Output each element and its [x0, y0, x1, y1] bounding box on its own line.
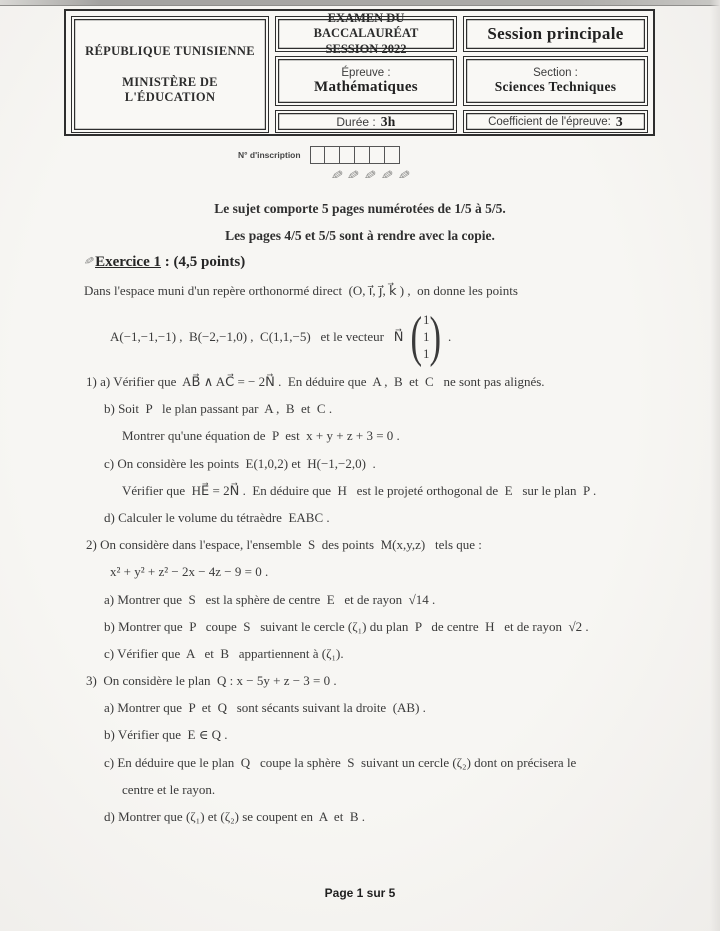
section-box: [463, 56, 648, 106]
right-paren: ): [429, 306, 442, 368]
epreuve-label: Épreuve :: [341, 66, 391, 79]
inscription-cell: [355, 146, 370, 164]
question-line: 3) On considère le plan Q : x − 5y + z − 3 = 0 .: [86, 673, 337, 689]
pencil-icon-row: [300, 168, 440, 185]
inscription-cell: [340, 146, 355, 164]
question-line: Vérifier que HE⃗ = 2N⃗ . En déduire que H est le projeté orthogonal de E sur le plan P .: [122, 482, 597, 498]
question-block: [86, 374, 661, 836]
ministry-line: MINISTÈRE DE L'ÉDUCATION: [122, 75, 218, 104]
government-box: [71, 16, 269, 133]
inscription-grid: [310, 146, 400, 164]
coefficient-box: [463, 110, 648, 133]
inscription-label: N° d'inscription: [238, 150, 301, 160]
inscription-row: [238, 145, 400, 165]
subject-notice-line1: Le sujet comporte 5 pages numérotées de 1/5 à 5/5.: [214, 201, 506, 216]
vector-component: 1: [423, 312, 430, 327]
question-line: 1) a) Vérifier que AB⃗ ∧ AC⃗ = − 2N⃗ . En déduire que A , B et C ne sont pas alignés.: [86, 374, 545, 389]
epreuve-box: [275, 56, 457, 106]
pencil-icon: ✎: [345, 167, 361, 186]
question-line: x² + y² + z² − 2x − 4z − 9 = 0 .: [110, 564, 269, 580]
exercise-points: : (4,5 points): [161, 254, 246, 270]
scan-edge-right: [710, 0, 720, 931]
duree-box: [275, 110, 457, 133]
question-line: b) Montrer que P coupe S suivant le cercle (ζ₁) du plan P de centre H et de rayon √2 .: [104, 618, 589, 634]
vector-matrix: [407, 308, 445, 366]
scan-edge-top: [0, 0, 720, 6]
duree-value: 3h: [380, 113, 396, 129]
inscription-cell: [370, 146, 385, 164]
duree-label: Durée :: [336, 114, 376, 129]
question-line: d) Montrer que (ζ₁) et (ζ₂) se coupent en A et B .: [104, 809, 365, 824]
vector-after: .: [448, 329, 452, 344]
question-line: d) Calculer le volume du tétraèdre EABC .: [104, 509, 330, 525]
inscription-cell: [325, 146, 340, 164]
question-line: a) Montrer que P et Q sont sécants suivant la droite (AB) .: [104, 700, 426, 716]
question-line: b) Soit P le plan passant par A , B et C .: [104, 401, 333, 417]
coefficient-value: 3: [615, 113, 623, 129]
section-label: Section :: [533, 67, 578, 79]
pencil-icon: ✎: [82, 253, 96, 269]
question-line: c) On considère les points E(1,0,2) et H(−1,−2,0) .: [104, 455, 376, 471]
question-line: centre et le rayon.: [122, 781, 216, 797]
question-line: c) En déduire que le plan Q coupe la sphère S suivant un cercle (ζ₂) dont on précisera le: [104, 754, 577, 770]
epreuve-value: Mathématiques: [314, 78, 418, 95]
question-line: b) Vérifier que E ∈ Q .: [104, 727, 228, 743]
exam-title-line2: SESSION 2022: [325, 41, 407, 56]
points-definition: A(−1,−1,−1) , B(−2,−1,0) , C(1,1,−5) et le vecteur N⃗: [110, 329, 404, 344]
session-box: [463, 16, 648, 52]
vector-component: 1: [423, 346, 430, 361]
pencil-icon: ✎: [396, 167, 411, 186]
question-line: a) Montrer que S est la sphère de centre E et de rayon √14 .: [104, 591, 436, 607]
republic-line: RÉPUBLIQUE TUNISIENNE: [85, 44, 255, 58]
exam-title-line1: EXAMEN DU BACCALAURÉAT: [313, 10, 419, 41]
subject-notice-line2: Les pages 4/5 et 5/5 sont à rendre avec la copie.: [225, 228, 495, 243]
vector-component: 1: [423, 329, 430, 344]
header-table: [64, 9, 655, 136]
left-paren: (: [410, 306, 423, 368]
pencil-icon: ✎: [362, 167, 378, 186]
section-value: Sciences Techniques: [494, 79, 617, 94]
pencil-icon: ✎: [329, 167, 344, 186]
points-vector-line: [110, 305, 451, 369]
question-line: c) Vérifier que A et B appartiennent à (ζ₁).: [104, 645, 344, 661]
exam-title-box: [275, 10, 457, 56]
vector-components: [423, 312, 429, 363]
exercise-title: Exercice 1: [95, 254, 162, 270]
question-line: 2) On considère dans l'espace, l'ensemble S des points M(x,y,z) tels que :: [86, 537, 482, 553]
exercise-intro: Dans l'espace muni d'un repère orthonormé direct (O, i⃗, j⃗, k⃗ ) , on donne les points: [84, 283, 518, 298]
exercise-heading: [84, 254, 245, 271]
inscription-cell: [310, 146, 325, 164]
session-label: Session principale: [487, 24, 624, 43]
pencil-icon: ✎: [379, 167, 395, 186]
question-line: Montrer qu'une équation de P est x + y + z + 3 = 0 .: [122, 428, 400, 444]
inscription-cell: [385, 146, 400, 164]
coefficient-label: Coefficient de l'épreuve:: [488, 115, 611, 128]
page-footer: Page 1 sur 5: [324, 886, 396, 900]
